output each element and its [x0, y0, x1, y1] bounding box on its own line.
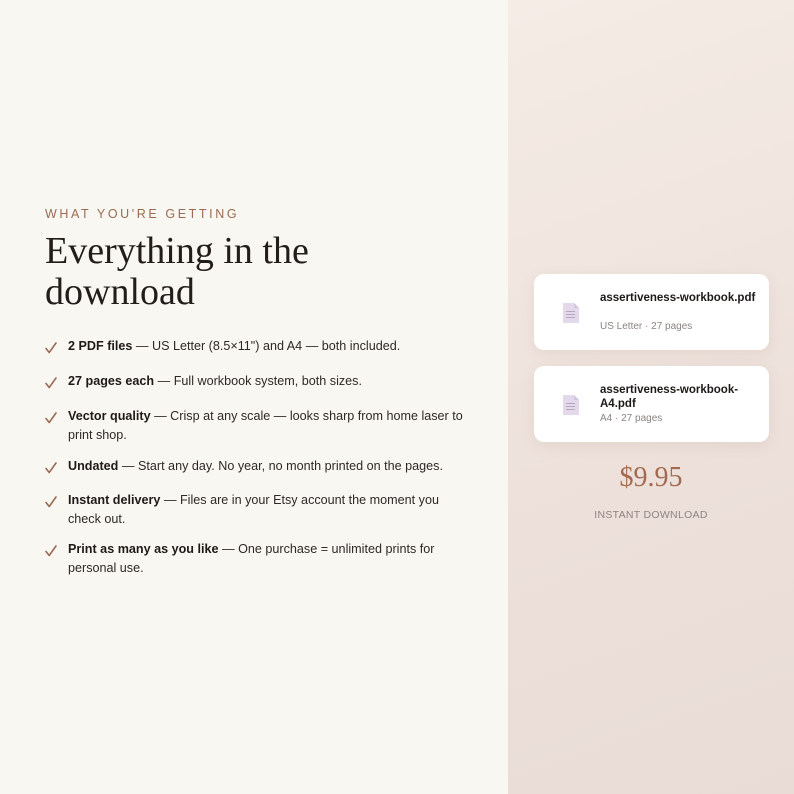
section-eyebrow: WHAT YOU'RE GETTING: [45, 207, 240, 221]
checkmark-icon: [45, 496, 57, 508]
feature-text: Undated — Start any day. No year, no month printed on the pages.: [68, 459, 443, 473]
feature-text: Print as many as you like — One purchase = unlimited prints for personal use.: [68, 542, 435, 575]
file-name: assertiveness-workbook-A4.pdf: [600, 384, 739, 410]
feature-text: 2 PDF files — US Letter (8.5×11") and A4 — both included.: [68, 339, 401, 353]
checkmark-icon: [45, 545, 57, 557]
file-card-letter[interactable]: [534, 274, 769, 350]
file-meta: A4 · 27 pages: [600, 413, 663, 424]
feature-text: 27 pages each — Full workbook system, both sizes.: [68, 374, 362, 388]
checkmark-icon: [45, 412, 57, 424]
document-icon: [562, 394, 578, 414]
checkmark-icon: [45, 377, 57, 389]
page-title: Everything in the download: [45, 230, 309, 313]
feature-text: Instant delivery — Files are in your Etsy account the moment you check out.: [68, 493, 439, 526]
file-card-a4[interactable]: [534, 366, 769, 442]
checkmark-icon: [45, 342, 57, 354]
file-name: assertiveness-workbook.pdf: [600, 292, 756, 304]
price: $9.95: [619, 462, 683, 493]
file-meta: US Letter · 27 pages: [600, 321, 693, 332]
document-icon: [562, 302, 578, 322]
delivery-label: INSTANT DOWNLOAD: [594, 509, 708, 521]
feature-text: Vector quality — Crisp at any scale — looks sharp from home laser to print shop.: [68, 409, 463, 442]
checkmark-icon: [45, 462, 57, 474]
